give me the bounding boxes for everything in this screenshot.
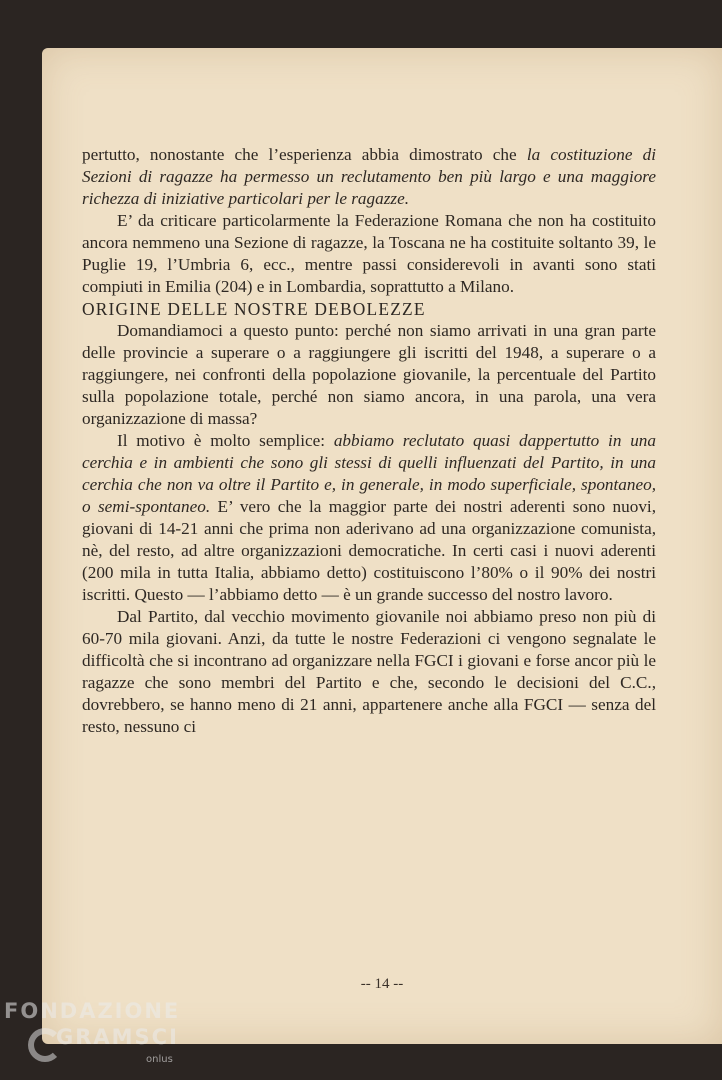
- page-body: [82, 144, 656, 738]
- watermark: [4, 998, 180, 1050]
- watermark-line-2: GRAMSCI: [56, 1025, 179, 1049]
- paragraph-1: [82, 144, 656, 210]
- paragraph-3: Domandiamoci a questo punto: perché non siamo arrivati in una gran parte delle provincie a superare o a raggiungere gli iscritti del 1948, a superare o a raggiungere, nei confronti della popolazione giovanile, la percentuale del Partito sulla popolazione totale, perché non siamo ancora, in una parola, una vera organizzazione di massa?: [82, 321, 656, 428]
- paragraph-4-text-b: E’ vero che la maggior parte dei nostri aderenti sono nuovi, giovani di 14-21 anni che prima non aderivano ad una organizzazione comunista, nè, del resto, ad altre organizzazioni democratiche. In certi casi i nuovi aderenti (200 mila in tutta Italia, abbiamo detto) costituiscono l’80% o il 90% dei nostri iscritti. Questo — l’abbiamo detto — è un grande successo del nostro lavoro.: [82, 497, 657, 604]
- section-heading: ORIGINE DELLE NOSTRE DEBOLEZZE: [82, 299, 426, 319]
- paragraph-4: [82, 430, 656, 606]
- watermark-line-1: FONDAZIONE: [4, 999, 181, 1023]
- paragraph-4-text-a: Il motivo è molto semplice:: [117, 431, 334, 450]
- page-number: -- 14 --: [360, 976, 404, 992]
- paragraph-1-italic: la costituzione di Sezioni di ragazze ha permesso un reclutamento ben più largo e una maggiore richezza di iniziative particolari per le ragazze.: [82, 145, 656, 208]
- paragraph-4-italic: abbiamo reclutato quasi dappertutto in una cerchia e in ambienti che sono gli stessi di quelli influenzati del Partito, in una cerchia che non va oltre il Partito e, in generale, in modo superficiale, spontaneo, o semi-spontaneo.: [82, 431, 656, 516]
- paragraph-1-text: pertutto, nonostante che l’esperienza abbia dimostrato che: [82, 145, 527, 164]
- paragraph-2: E’ da criticare particolarmente la Federazione Romana che non ha costituito ancora nemmeno una Sezione di ragazze, la Toscana ne ha costituite soltanto 39, le Puglie 19, l’Umbria 6, ecc., mentre passi considerevoli in avanti sono stati compiuti in Emilia (204) e in Lombardia, soprattutto a Milano.: [82, 211, 656, 296]
- watermark-onlus: onlus: [146, 1054, 173, 1065]
- book-page: [42, 48, 722, 1044]
- paragraph-5: Dal Partito, dal vecchio movimento giovanile noi abbiamo preso non più di 60-70 mila giovani. Anzi, da tutte le nostre Federazioni ci vengono segnalate le difficoltà che si incontrano ad organizzare nella FGCI i giovani e forse ancor più le ragazze che sono membri del Partito e che, secondo le decisioni del C.C., dovrebbero, se hanno meno di 21 anni, appartenere anche alla FGCI — senza del resto, nessuno ci: [82, 607, 656, 736]
